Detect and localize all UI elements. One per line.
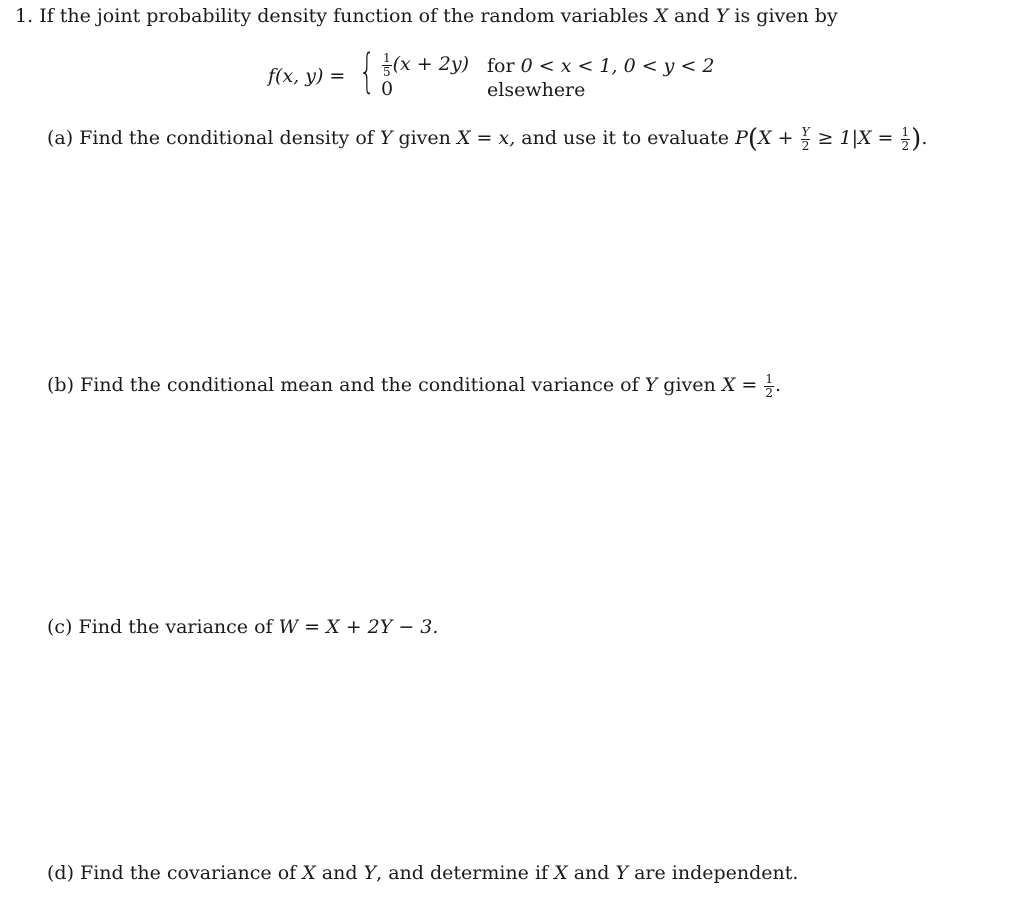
part-label: (b) [47, 374, 74, 397]
pdf-case1-condition: for 0 < x < 1, 0 < y < 2 [487, 55, 715, 77]
pdf-case2-condition: elsewhere [487, 79, 586, 101]
probability-symbol: P [735, 127, 748, 150]
fraction-one-half: $\frac{1}{2}$ [901, 125, 910, 153]
problem-tail: is given by [734, 5, 838, 27]
part-label: (a) [47, 127, 74, 150]
problem-statement [15, 7, 838, 26]
right-paren-icon: ) [911, 124, 922, 155]
problem-number: 1. [15, 5, 34, 27]
pdf-case1-coefficient: $\frac{1}{5}$ [383, 51, 391, 79]
left-paren-icon: ( [747, 124, 759, 155]
part-label: (d) [47, 862, 74, 884]
variance-expression: W = X + 2Y − 3. [278, 616, 439, 638]
problem-intro: If the joint probability density function of the random variables [39, 5, 649, 27]
pdf-lhs: f(x, y) = [268, 65, 346, 87]
part-label: (c) [47, 616, 73, 638]
pdf-case1-expression: $\frac{1}{5}$ (x + 2y) [383, 51, 470, 79]
fraction-y-over-2: $\frac{Y}{2}$ [801, 125, 810, 153]
fraction-one-half: $\frac{1}{2}$ [765, 372, 773, 400]
variable-x: X [654, 5, 668, 27]
part-b: (b) Find the conditional mean and the conditional variance of Y given X = $\frac{1}{2}$ . [47, 372, 782, 400]
part-a: (a) Find the conditional density of Y given X = x, and use it to evaluate P(X + $\frac{Y}{2}$ ≥ 1|X = $\frac{1}{2}$ ). [47, 124, 928, 155]
pdf-case2-expression: 0 [381, 78, 394, 100]
conjunction: and [674, 5, 710, 27]
part-c: (c) Find the variance of W = X + 2Y − 3. [47, 616, 439, 638]
variable-y: Y [715, 5, 729, 27]
left-brace-icon: { [359, 44, 376, 98]
part-d: (d) Find the covariance of X and Y, and determine if X and Y are independent. [47, 862, 799, 884]
